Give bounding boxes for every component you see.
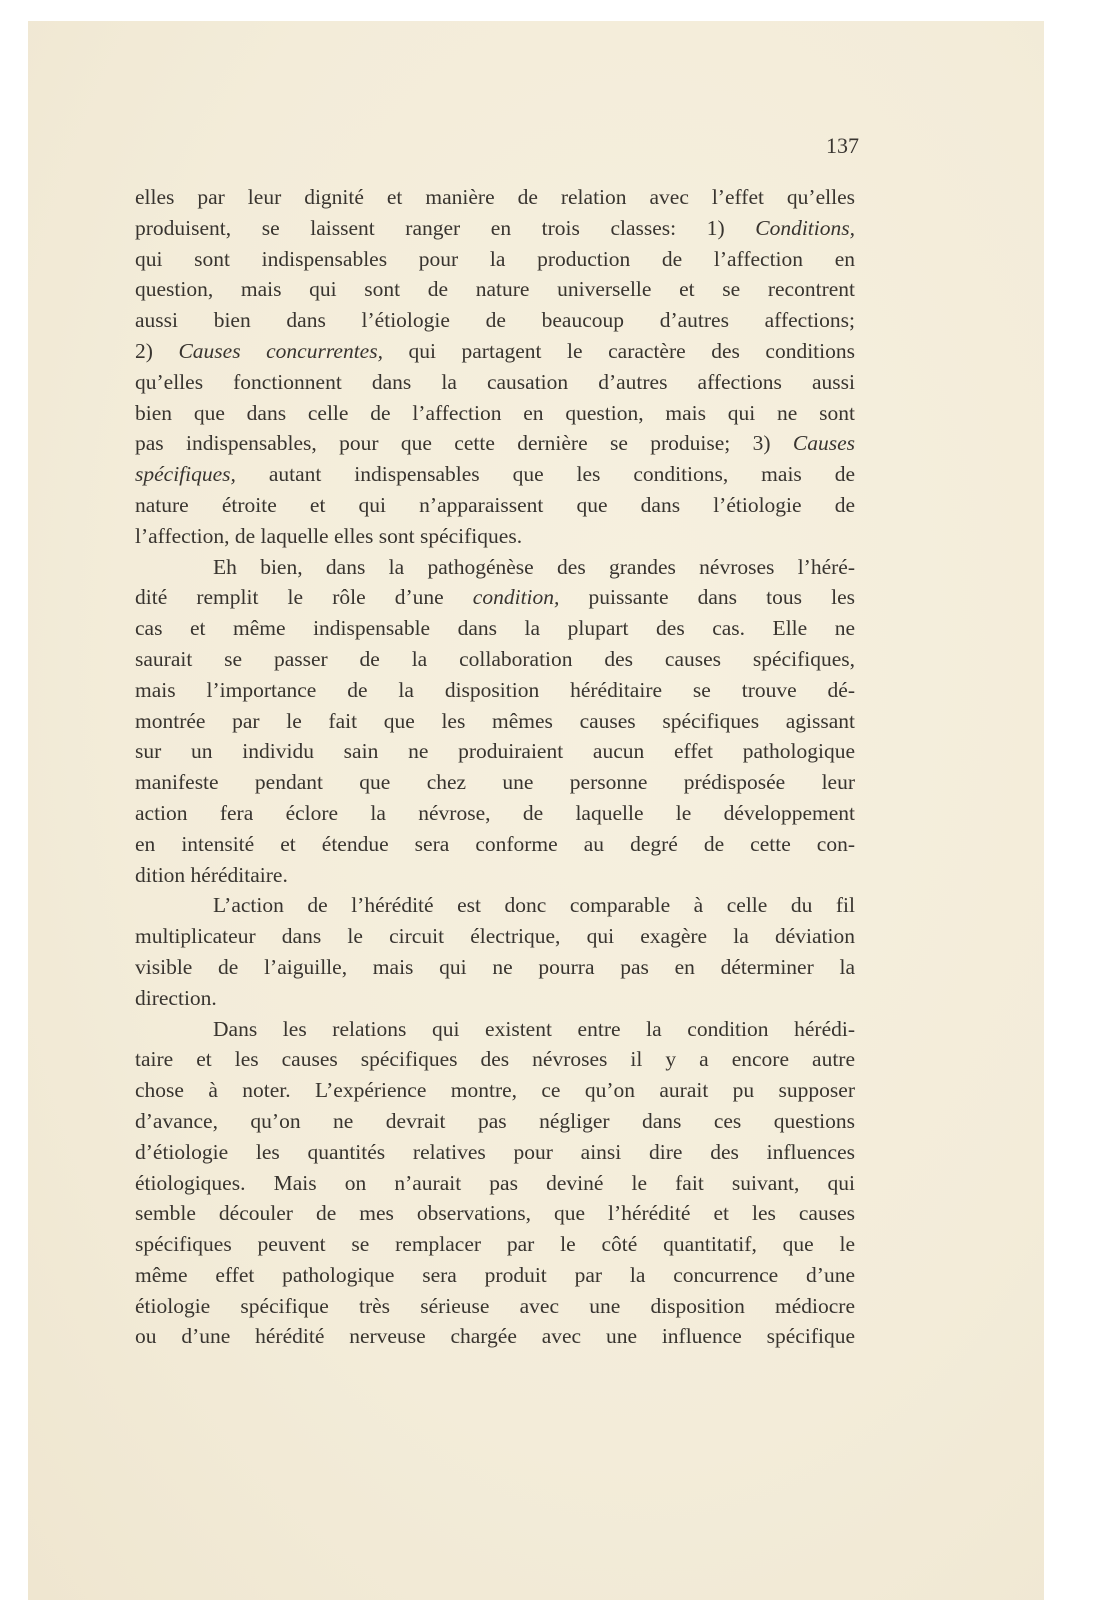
text-line (135, 829, 855, 860)
text-segment: mais l’importance de la disposition héréditaire se trouve dé- (135, 677, 855, 702)
text-segment: étiologie spécifique très sérieuse avec une disposition médiocre (135, 1293, 855, 1318)
text-segment: bien que dans celle de l’affection en question, mais qui ne sont (135, 400, 855, 425)
text-line (135, 336, 855, 367)
text-line (135, 552, 855, 583)
text-segment: l’affection, de laquelle elles sont spécifiques. (135, 523, 523, 548)
text-segment: visible de l’aiguille, mais qui ne pourra pas en déterminer la (135, 954, 855, 979)
text-segment: d’étiologie les quantités relatives pour ainsi dire des influences (135, 1139, 855, 1164)
text-line (135, 1137, 855, 1168)
text-segment: sur un individu sain ne produiraient aucun effet pathologique (135, 739, 855, 764)
text-line (135, 182, 855, 213)
text-line (135, 1168, 855, 1199)
text-segment: même effet pathologique sera produit par la concurrence d’une (135, 1262, 855, 1287)
text-segment: en intensité et étendue sera conforme au degré de cette con- (135, 831, 855, 856)
text-segment: direction. (135, 985, 217, 1010)
text-segment: spécifiques peuvent se remplacer par le côté quantitatif, que le (135, 1232, 855, 1257)
text-segment: qui partagent le caractère des conditions (382, 338, 855, 363)
text-segment: dité remplit le rôle d’une (135, 585, 473, 610)
text-segment: saurait se passer de la collaboration des causes spécifiques, (135, 646, 855, 671)
text-line (135, 644, 855, 675)
text-segment: étiologiques. Mais on n’aurait pas deviné le fait suivant, qui (135, 1170, 855, 1195)
text-segment: multiplicateur dans le circuit électrique, qui exagère la déviation (135, 924, 855, 949)
text-line (135, 1260, 855, 1291)
text-line (135, 428, 855, 459)
text-line (135, 767, 855, 798)
text-line (135, 736, 855, 767)
text-line (135, 582, 855, 613)
text-segment: montrée par le fait que les mêmes causes spécifiques agissant (135, 708, 855, 733)
text-segment: 2) (135, 338, 179, 363)
text-line (135, 459, 855, 490)
text-segment: qu’elles fonctionnent dans la causation d’autres affections aussi (135, 369, 855, 394)
text-segment: Dans les relations qui existent entre la condition hérédi- (213, 1016, 855, 1041)
text-segment: semble découler de mes observations, que l’hérédité et les causes (135, 1201, 855, 1226)
text-line (135, 367, 855, 398)
text-segment: aussi bien dans l’étiologie de beaucoup d’autres affections; (135, 308, 855, 333)
text-line (135, 860, 855, 891)
text-segment: L’action de l’hérédité est donc comparable à celle du fil (213, 893, 855, 918)
italic-term: spécifiques, (135, 462, 236, 487)
text-segment: elles par leur dignité et manière de relation avec l’effet qu’elles (135, 185, 855, 209)
text-line (135, 274, 855, 305)
italic-term: condition, (472, 585, 560, 610)
page-number: 137 (826, 133, 859, 158)
text-segment: cas et même indispensable dans la plupart des cas. Elle ne (135, 616, 855, 641)
text-segment: ou d’une hérédité nerveuse chargée avec une influence spécifique (135, 1324, 855, 1349)
text-line (135, 921, 855, 952)
text-line (135, 675, 855, 706)
body-text (135, 182, 855, 1352)
text-line (135, 305, 855, 336)
text-segment: dition héréditaire. (135, 862, 288, 887)
text-segment: produisent, se laissent ranger en trois classes: 1) (135, 215, 756, 240)
italic-term: Conditions, (755, 215, 855, 240)
text-line (135, 213, 855, 244)
text-segment: d’avance, qu’on ne devrait pas négliger dans ces questions (135, 1108, 855, 1133)
text-line (135, 1014, 855, 1045)
text-segment: puissante dans tous les (559, 585, 855, 610)
text-line (135, 398, 855, 429)
text-segment: qui sont indispensables pour la production de l’affection en (135, 246, 855, 271)
text-segment: question, mais qui sont de nature universelle et se recontrent (135, 277, 855, 302)
text-line (135, 244, 855, 275)
text-segment: taire et les causes spécifiques des névroses il y a encore autre (135, 1047, 855, 1072)
text-line (135, 1044, 855, 1075)
text-line (135, 490, 855, 521)
text-line (135, 983, 855, 1014)
text-line (135, 613, 855, 644)
text-line (135, 1198, 855, 1229)
text-segment: nature étroite et qui n’apparaissent que dans l’étiologie de (135, 492, 855, 517)
text-line (135, 1075, 855, 1106)
text-line (135, 1229, 855, 1260)
text-line (135, 1106, 855, 1137)
text-line (135, 521, 855, 552)
text-segment: manifeste pendant que chez une personne prédisposée leur (135, 770, 855, 795)
text-segment: action fera éclore la névrose, de laquelle le développement (135, 800, 855, 825)
text-segment: pas indispensables, pour que cette dernière se produise; 3) (135, 431, 793, 456)
book-page (28, 21, 1044, 1600)
text-line (135, 1291, 855, 1322)
italic-term: Causes concurrentes, (178, 338, 383, 363)
text-line (135, 952, 855, 983)
text-segment: chose à noter. L’expérience montre, ce qu’on aurait pu supposer (135, 1078, 855, 1103)
text-line (135, 706, 855, 737)
text-segment: Eh bien, dans la pathogénèse des grandes névroses l’héré- (213, 554, 855, 579)
italic-term: Causes (792, 431, 855, 456)
text-segment: autant indispensables que les conditions, mais de (235, 462, 855, 487)
text-line (135, 890, 855, 921)
text-line (135, 798, 855, 829)
text-line (135, 1321, 855, 1352)
